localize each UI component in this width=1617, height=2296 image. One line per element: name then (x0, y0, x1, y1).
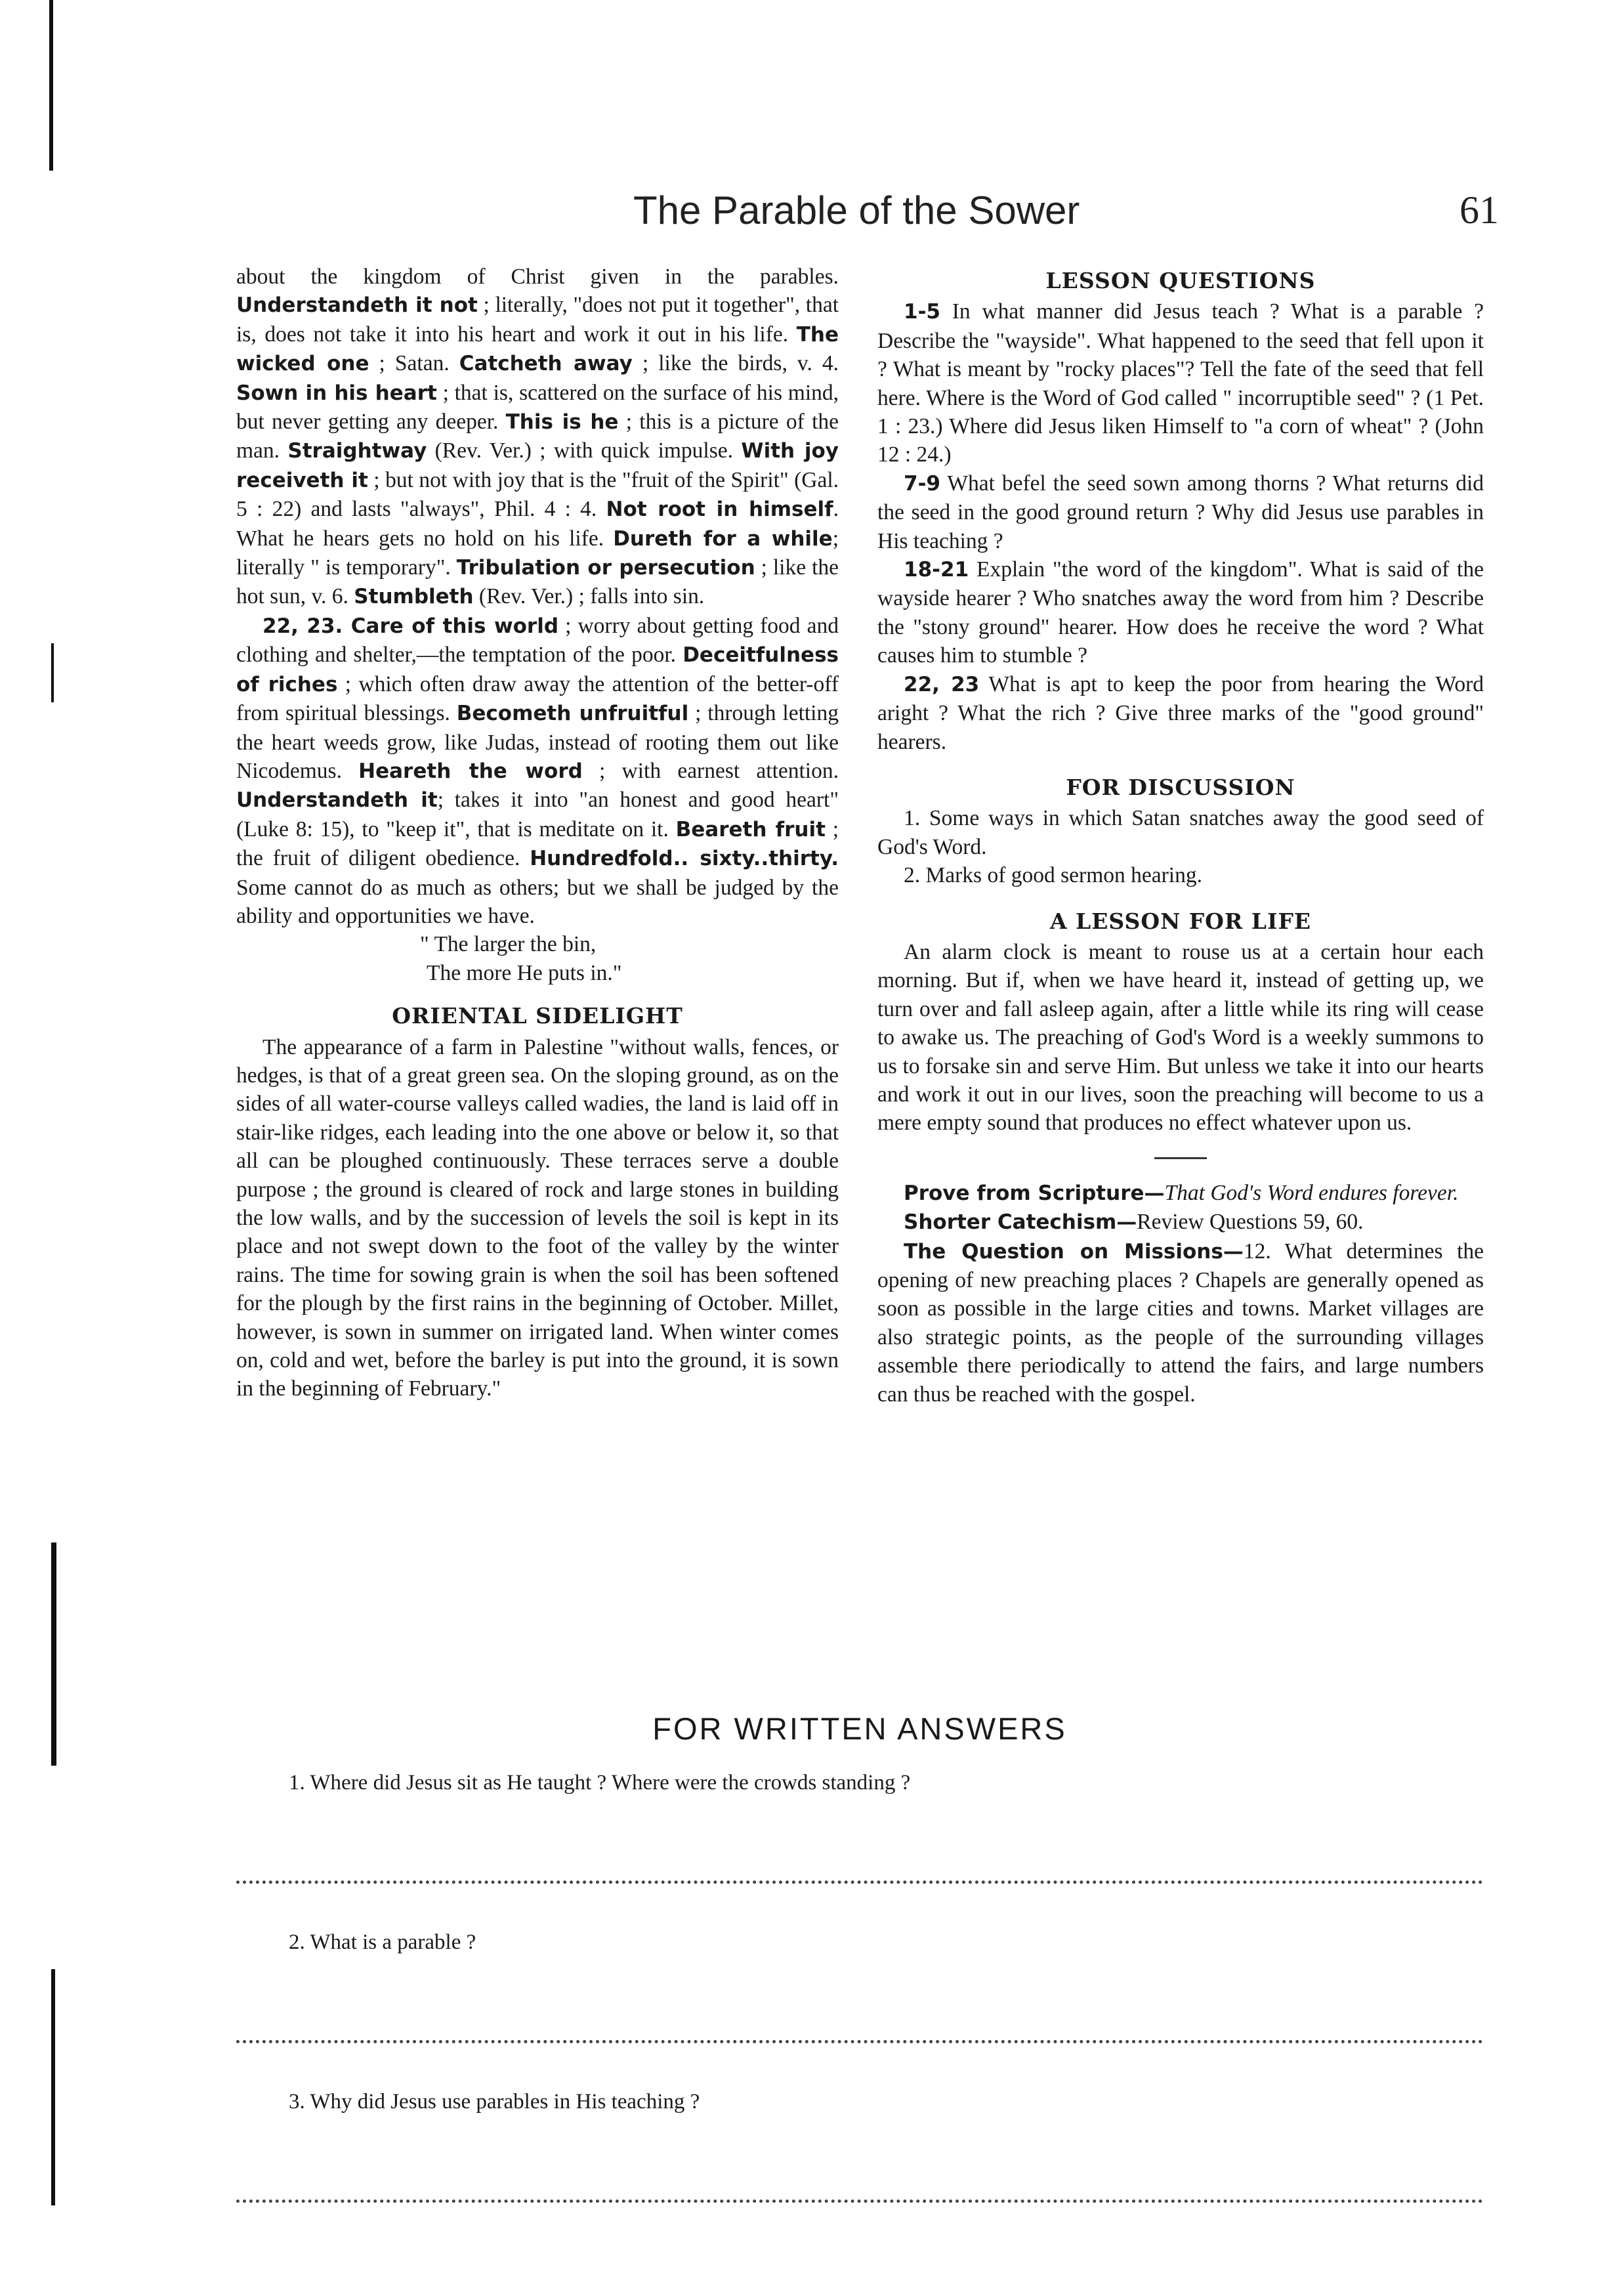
poem-line: " The larger the bin, (420, 932, 597, 957)
catechism-text: Review Questions 59, 60. (1137, 1210, 1364, 1235)
bold-term: Heareth the word (358, 759, 583, 783)
page-title: The Parable of the Sower (633, 188, 1080, 232)
bold-term: Not root in himself (606, 498, 833, 522)
bold-term: Hundredfold.. sixty..thirty. (530, 847, 839, 871)
bold-term: Understandeth it not (236, 293, 478, 318)
commentary-text: about the kingdom of Christ given in the parables. (236, 265, 839, 289)
prove-text: That God's Word endures forever. (1164, 1180, 1459, 1205)
bold-term: Deceitfulness of riches (236, 643, 839, 696)
bold-term: The wicked one (236, 322, 839, 376)
section-heading: LESSON QUESTIONS (1045, 268, 1316, 293)
scan-edge-mark (51, 643, 54, 702)
written-answers-section (236, 1711, 1483, 2242)
commentary-text: ; with earnest attention. (582, 758, 839, 783)
bold-term: Understandeth it (236, 788, 438, 813)
commentary-paragraph (236, 612, 839, 930)
commentary-text: ; the fruit of diligent obedience. (236, 817, 839, 871)
commentary-text: ; that is, scattered on the surface of his mind, but never getting any deeper. (236, 380, 839, 435)
bold-term: Sown in his heart (236, 381, 437, 405)
page-number: 61 (1460, 188, 1499, 232)
written-question: 2. What is a parable ? (289, 1930, 476, 1954)
missions-paragraph (877, 1237, 1484, 1409)
divider (1154, 1157, 1207, 1159)
scan-edge-mark (49, 0, 53, 171)
commentary-text: ; literally " is temporary". (236, 526, 839, 580)
commentary-text: (Rev. Ver.) ; falls into sin. (473, 584, 705, 609)
left-column (236, 263, 839, 1403)
verse-ref: 22, 23 (904, 672, 980, 696)
written-question: 3. Why did Jesus use parables in His teaching ? (289, 2090, 700, 2114)
commentary-text: ; literally, "does not put it together", that is, does not take it into his heart and work it out in his life. (236, 293, 839, 347)
catechism-paragraph (877, 1208, 1484, 1237)
commentary-text: ; which often draw away the attention of the better-off from spiritual blessings. (236, 671, 839, 726)
bold-term: Beareth fruit (675, 817, 826, 841)
prove-paragraph (877, 1179, 1484, 1208)
section-heading: FOR WRITTEN ANSWERS (652, 1711, 1067, 1746)
sidelight-paragraph: The appearance of a farm in Palestine "without walls, fences, or hedges, is that of a great green sea. On the sloping ground, as on the sides of all water-course valleys called wadies, the land is laid off in stair-like ridges, each leading into the one above or below it, so that all can be ploughed continuously. These terraces serve a double purpose ; the ground is cleared of rock and large stones in building the low walls, and by the succession of levels the soil is kept in its place and not swept down to the foot of the valley by the winter rains. The time for sowing grain is when the soil has been softened for the plough by the first rains in the beginning of October. Millet, however, is sown in summer on irrigated land. When winter comes on, cold and wet, before the barley is put into the ground, it is sown in the beginning of February." (236, 1034, 839, 1401)
missions-text: 12. What determines the opening of new preaching places ? Chapels are generally opened as soon as possible in the large cities and towns. Market villages are also strategic points, as the people of the surrounding villages assemble there periodically to attend the fairs, and large numbers can thus be reached with the gospel. (877, 1239, 1484, 1407)
poem-line: The more He puts in." (427, 960, 622, 985)
section-heading: ORIENTAL SIDELIGHT (392, 1003, 683, 1029)
question-text: What is apt to keep the poor from hearing the Word aright ? What the rich ? Give three marks of the "good ground" hearers. (877, 671, 1484, 754)
section-heading: FOR DISCUSSION (1066, 774, 1295, 800)
commentary-text: ; worry about getting food and clothing and shelter,—the temptation of the poor. (236, 613, 839, 668)
commentary-text: ; Satan. (369, 351, 459, 376)
scan-edge-mark (51, 1969, 55, 2205)
answer-line[interactable] (236, 1961, 1483, 2043)
bold-term: 22, 23. Care of this world (262, 614, 559, 638)
scan-edge-mark (51, 1542, 56, 1766)
commentary-text: ; like the hot sun, v. 6. (236, 555, 839, 609)
bold-term: Dureth for a while (613, 526, 833, 551)
page-header (236, 188, 1499, 247)
bold-term: With joy receiveth it (236, 439, 839, 492)
verse-ref: 1-5 (904, 300, 941, 324)
question-paragraph (877, 555, 1484, 670)
section-heading: A LESSON FOR LIFE (1049, 908, 1312, 934)
commentary-text: ; but not with joy that is the "fruit of the Spirit" (Gal. 5 : 22) and lasts "always", Phil. 4 : 4. (236, 467, 839, 522)
bold-term: This is he (505, 410, 619, 435)
life-paragraph: An alarm clock is meant to rouse us at a certain hour each morning. But if, when we have heard it, instead of getting up, we turn over and fall asleep again, after a little while its ring will cease to awake us. The preaching of God's Word is a weekly summons to us to forsake sin and serve Him. But unless we take it into our hearts and work it out in our lives, soon the preaching will become to us a mere empty sound that produces no effect whatever upon us. (877, 939, 1484, 1136)
answer-line[interactable] (236, 2121, 1483, 2203)
question-text: What befel the seed sown among thorns ? What returns did the seed in the good ground return ? Why did Jesus use parables in His teaching ? (877, 471, 1484, 553)
commentary-text: ; takes it into "an honest and good heart" (Luke 8: 15), to "keep it", that is meditate on it. (236, 788, 839, 841)
question-paragraph (877, 670, 1484, 756)
bold-term: Stumbleth (354, 585, 474, 609)
written-question: 1. Where did Jesus sit as He taught ? Where were the crowds standing ? (289, 1771, 911, 1795)
commentary-text: Some cannot do as much as others; but we shall be judged by the ability and opportunities we have. (236, 875, 839, 928)
answer-line[interactable] (236, 1802, 1483, 1884)
commentary-text: ; like the birds, v. 4. (632, 351, 839, 376)
discussion-item: 1. Some ways in which Satan snatches away the good seed of God's Word. (877, 806, 1484, 859)
commentary-text: (Rev. Ver.) ; with quick impulse. (427, 438, 742, 463)
commentary-text: ; this is a picture of the man. (236, 410, 839, 463)
bold-term: Becometh unfruitful (456, 702, 689, 726)
prove-label: Prove from Scripture— (904, 1181, 1165, 1205)
commentary-text: . What he hears gets no hold on his life. (236, 497, 839, 551)
question-paragraph (877, 469, 1484, 555)
verse-ref: 18-21 (904, 558, 969, 582)
missions-label: The Question on Missions— (904, 1239, 1244, 1264)
commentary-paragraph (236, 263, 839, 612)
bold-term: Straightway (287, 439, 427, 463)
question-paragraph (877, 297, 1484, 469)
bold-term: Tribulation or persecution (456, 556, 755, 580)
discussion-item: 2. Marks of good sermon hearing. (904, 863, 1202, 888)
bold-term: Catcheth away (459, 352, 633, 376)
question-text: In what manner did Jesus teach ? What is a parable ? Describe the "wayside". What happened to the seed that fell upon it ? What is meant by "rocky places"? Tell the fate of the seed that fell here. Where is the Word of God called " incorruptible seed" ? (1 Pet. 1 : 23.) Where did Jesus liken Himself to "a corn of wheat" ? (John 12 : 24.) (877, 299, 1484, 467)
verse-ref: 7-9 (904, 471, 941, 496)
right-column (877, 263, 1484, 1409)
catechism-label: Shorter Catechism— (904, 1210, 1137, 1235)
question-text: Explain "the word of the kingdom". What is said of the wayside hearer ? Who snatches away the word from him ? Describe the "stony ground" hearer. How does he receive the word ? What causes him to stumble ? (877, 557, 1484, 668)
commentary-text: ; through letting the heart weeds grow, like Judas, instead of rooting them out like Nicodemus. (236, 701, 839, 783)
